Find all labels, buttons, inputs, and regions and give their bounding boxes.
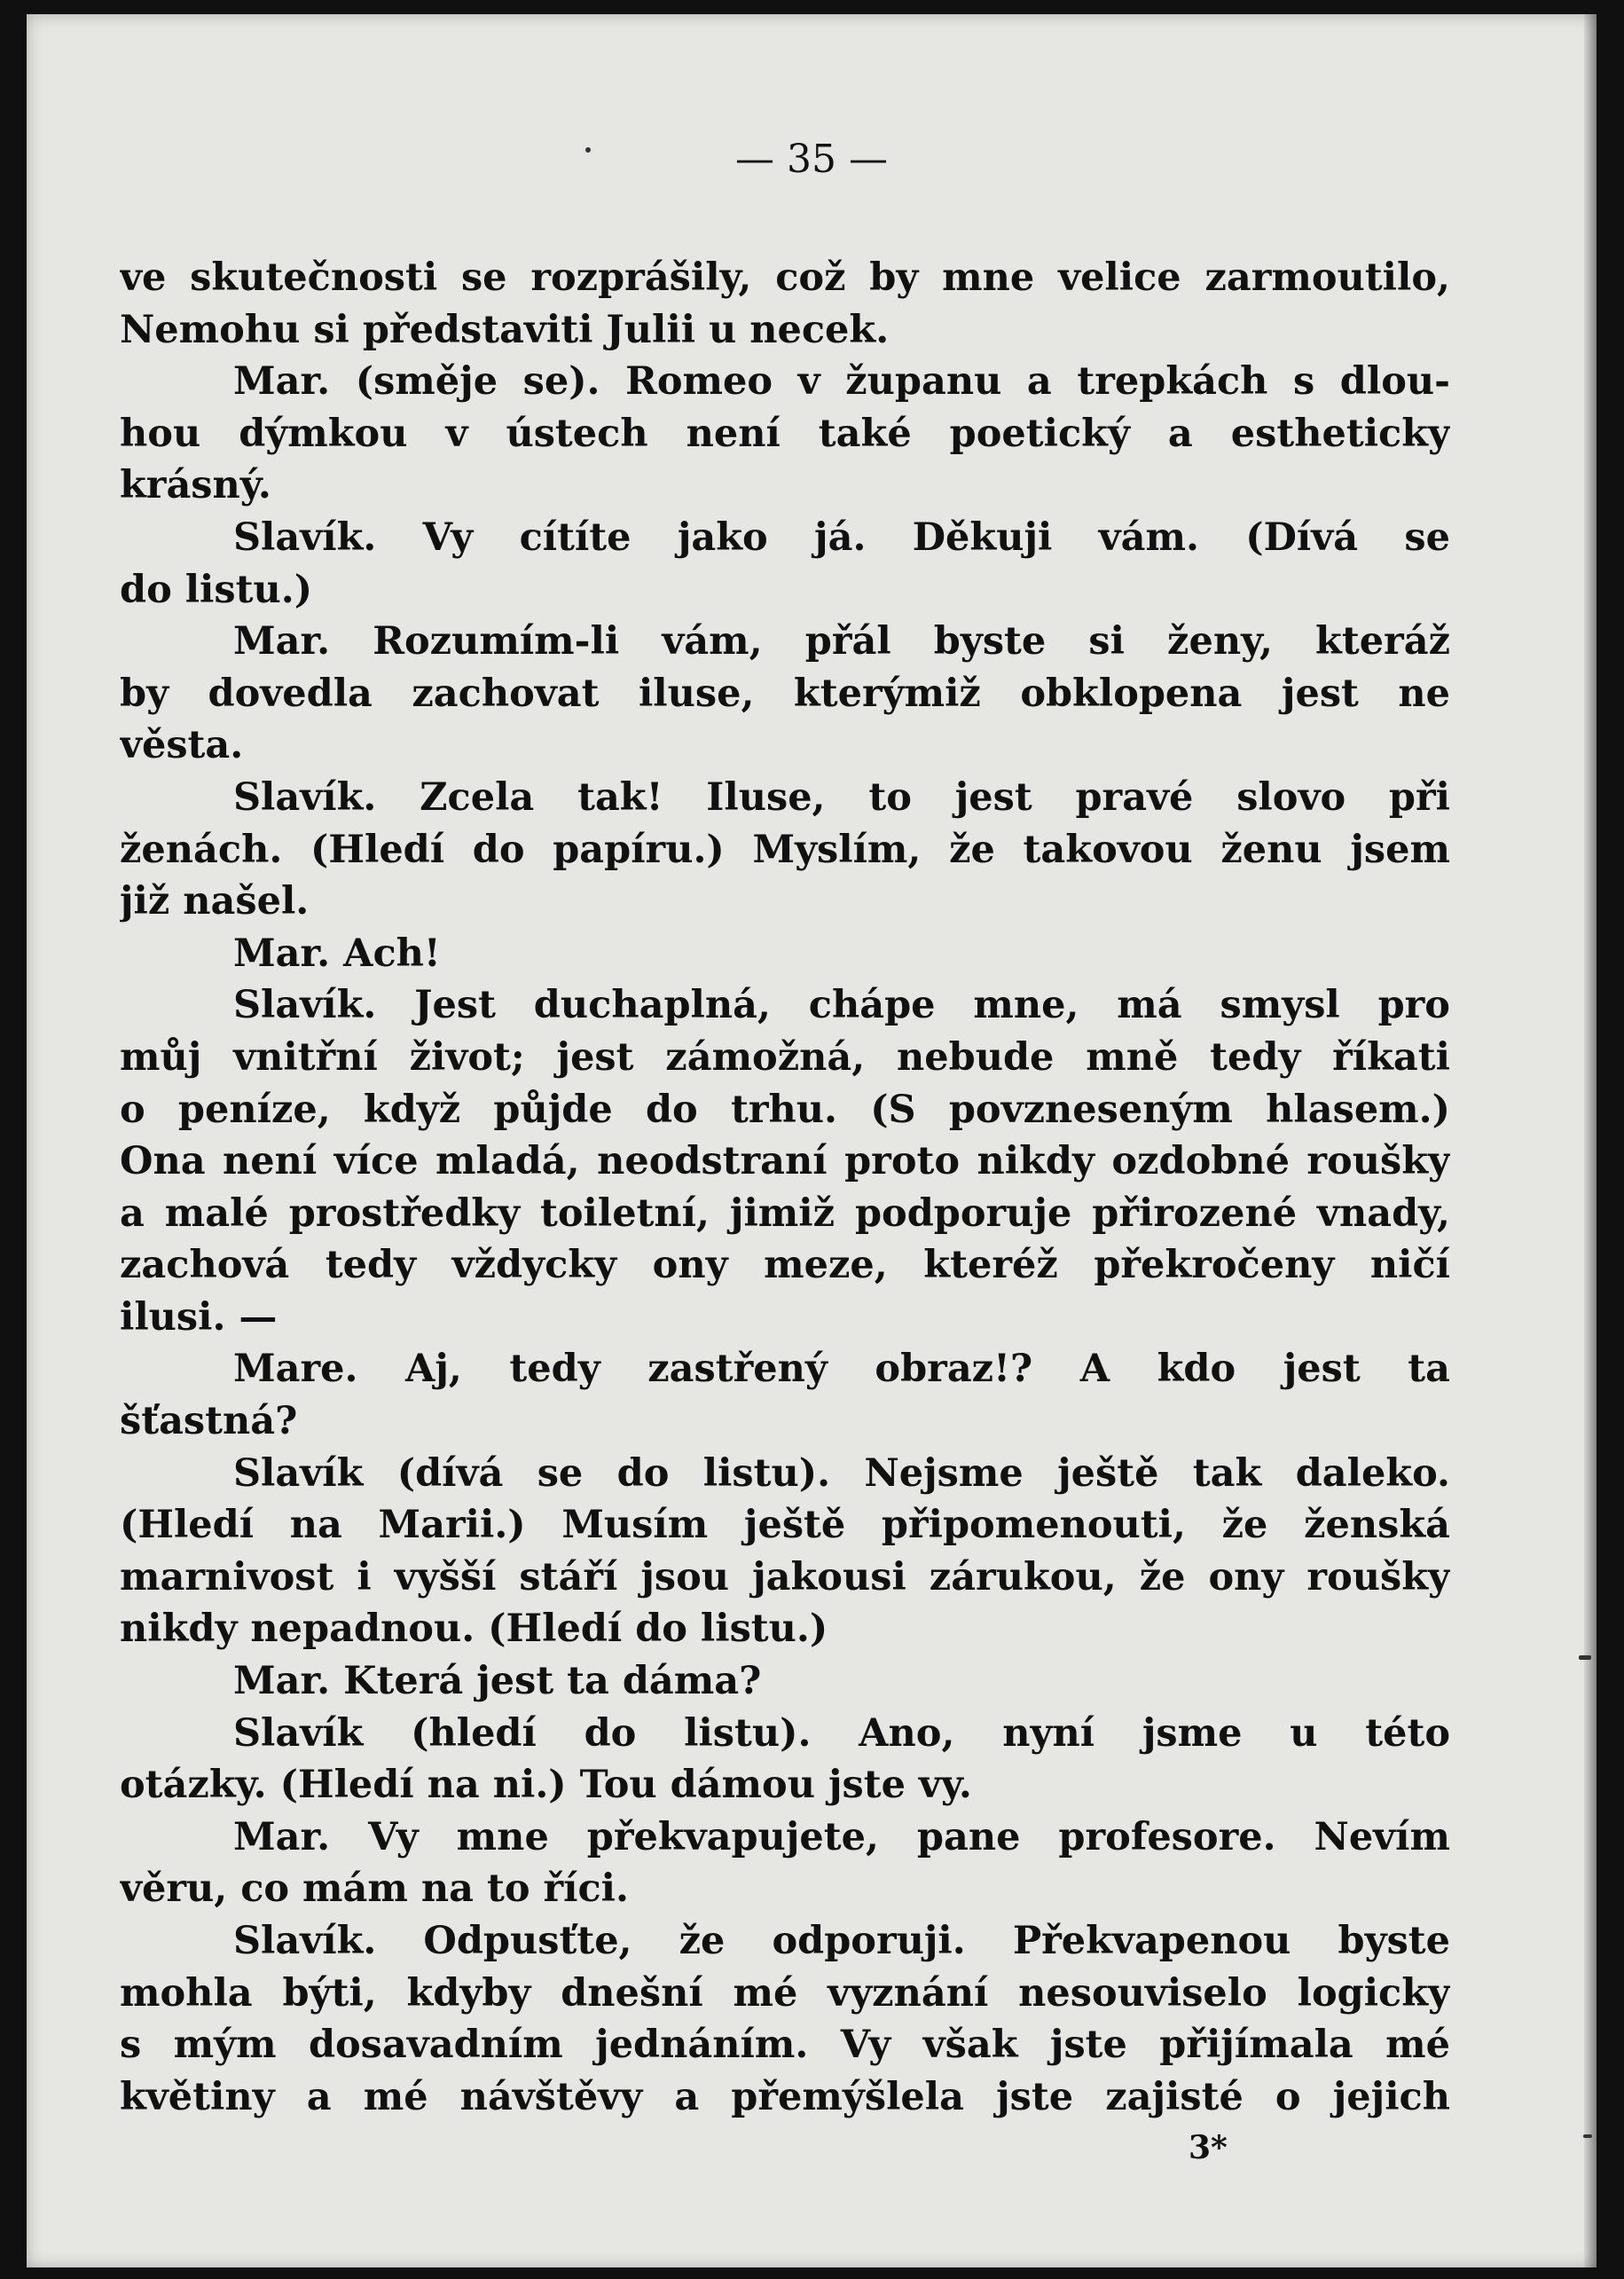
text-line: šťastná?: [120, 1399, 298, 1444]
signature-mark: 3*: [1189, 2129, 1228, 2166]
text-line: s mým dosavadním jednáním. Vy však jste přijímala mé: [120, 2023, 1450, 2068]
text-line: Mar. (směje se). Romeo v županu a trepkách s dlou-: [233, 359, 1450, 405]
text-line: (Hledí na Marii.) Musím ještě připomenouti, že ženská: [120, 1503, 1450, 1548]
text-line: zachová tedy vždycky ony meze, kteréž překročeny ničí: [120, 1243, 1450, 1288]
text-line: Mar. Vy mne překvapujete, pane profesore. Nevím: [233, 1814, 1450, 1859]
text-line: Slavík (dívá se do listu). Nejsme ještě tak daleko.: [233, 1450, 1450, 1496]
text-line: Slavík (hledí do listu). Ano, nyní jsme u této: [233, 1710, 1450, 1756]
page-edge-shadow: [1584, 14, 1597, 2267]
text-line: a malé prostředky toiletní, jimiž podporuje přirozené vnady,: [120, 1191, 1450, 1236]
text-line: věru, co mám na to říci.: [120, 1866, 629, 1912]
text-line: již našel.: [120, 879, 310, 924]
text-line: Nemohu si představiti Julii u necek.: [120, 307, 890, 352]
page-number: — 35 —: [735, 137, 888, 182]
text-line: marnivost i vyšší stáří jsou jakousi zárukou, že ony roušky: [120, 1554, 1450, 1599]
text-line: do listu.): [120, 567, 313, 612]
text-line: otázky. (Hledí na ni.) Tou dámou jste vy.: [120, 1763, 972, 1808]
text-line: Slavík. Jest duchaplná, chápe mne, má smysl pro: [233, 983, 1450, 1028]
text-line: Mar. Ach!: [233, 931, 441, 976]
text-line: můj vnitřní život; jest zámožná, nebude mně tedy říkati: [120, 1034, 1450, 1080]
text-line: ilusi. —: [120, 1294, 278, 1340]
text-line: květiny a mé návštěvy a přemýšlela jste zajisté o jejich: [120, 2074, 1450, 2119]
text-line: by dovedla zachovat iluse, kterýmiž obklopena jest ne: [120, 671, 1450, 716]
text-line: mohla býti, kdyby dnešní mé vyznání nesouviselo logicky: [120, 1970, 1450, 2016]
text-line: Ona není více mladá, neodstraní proto nikdy ozdobné roušky: [120, 1139, 1450, 1184]
print-speck: [1583, 2134, 1592, 2138]
text-line: nikdy nepadnou. (Hledí do listu.): [120, 1607, 828, 1652]
text-line: Slavík. Vy cítíte jako já. Děkuji vám. (Dívá se: [233, 515, 1450, 560]
text-line: krásný.: [120, 463, 271, 508]
text-line: věsta.: [120, 723, 244, 768]
text-line: Slavík. Odpusťte, že odporuji. Překvapenou byste: [233, 1919, 1450, 1963]
text-line: ženách. (Hledí do papíru.) Myslím, že takovou ženu jsem: [120, 827, 1450, 872]
text-line: Mar. Která jest ta dáma?: [233, 1659, 762, 1704]
text-line: o peníze, když půjde do trhu. (S povzneseným hlasem.): [120, 1087, 1450, 1132]
text-line: hou dýmkou v ústech není také poetický a estheticky: [120, 411, 1450, 456]
print-speck: [585, 147, 591, 153]
text-line: Mare. Aj, tedy zastřený obraz!? A kdo jest ta: [233, 1347, 1450, 1392]
text-line: Slavík. Zcela tak! Iluse, to jest pravé slovo při: [233, 774, 1450, 820]
text-line: ve skutečnosti se rozprášily, což by mne velice zarmoutilo,: [120, 255, 1450, 300]
body-text: [120, 252, 1450, 2123]
print-speck: [1579, 1655, 1591, 1660]
text-line: Mar. Rozumím-li vám, přál byste si ženy, kteráž: [233, 619, 1450, 664]
book-page: [27, 14, 1597, 2267]
